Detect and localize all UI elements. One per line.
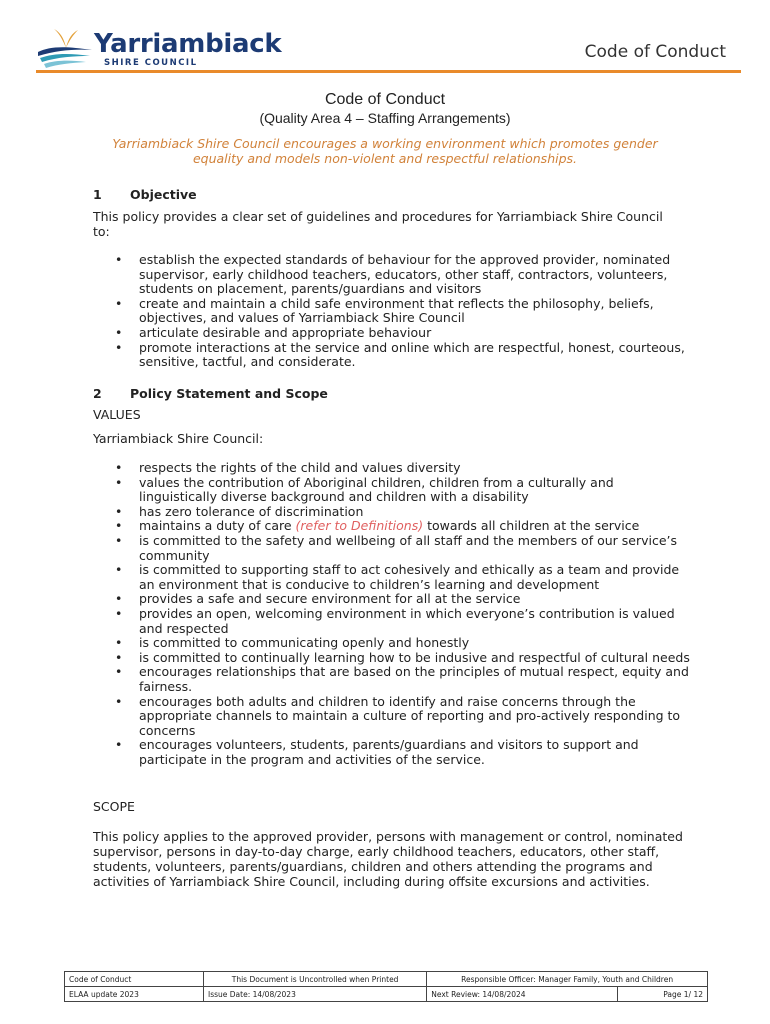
intro-statement: Yarriambiack Shire Council encourages a working environment which promotes gender equality and models non-violent and respectful relationships. <box>112 136 658 166</box>
list-item: • is committed to supporting staff to act cohesively and ethically as a team and provide an environment that is conducive to children’s learning and development <box>115 562 680 592</box>
list-item: • promote interactions at the service and online which are respectful, honest, courteous, sensitive, tactful, and considerate. <box>115 339 685 370</box>
header-title: Code of Conduct <box>584 42 726 62</box>
section-number: 2 <box>93 386 102 401</box>
objective-list <box>93 253 693 370</box>
values-list <box>93 461 693 767</box>
list-item: • respects the rights of the child and values diversity <box>115 460 461 475</box>
list-item: • establish the expected standards of behaviour for the approved provider, nominated supervisor, early childhood teachers, educators, other staff, contractors, volunteers, students on placement, parents/guardians and visitors <box>115 252 671 297</box>
footer-next-review: Next Review: 14/08/2024 <box>427 987 618 1002</box>
scope-heading: SCOPE <box>93 799 135 814</box>
logo-subtitle: SHIRE COUNCIL <box>104 58 198 68</box>
footer-uncontrolled-note: This Document is Uncontrolled when Printed <box>204 972 427 987</box>
definitions-reference: (refer to Definitions) <box>295 518 424 534</box>
list-item: • encourages relationships that are based on the principles of mutual respect, equity and fairness. <box>115 664 689 694</box>
header-divider <box>36 70 741 73</box>
list-item: • is committed to communicating openly and honestly <box>115 635 470 651</box>
values-heading: VALUES <box>93 407 141 422</box>
list-item: • is committed to the safety and wellbeing of all staff and the members of our service’s community <box>115 532 678 563</box>
list-item: • articulate desirable and appropriate behaviour <box>115 324 432 340</box>
list-item: • provides a safe and secure environment for all at the service <box>115 591 521 607</box>
footer-version: ELAA update 2023 <box>65 987 204 1002</box>
values-intro: Yarriambiack Shire Council: <box>93 431 264 446</box>
list-item: • values the contribution of Aboriginal children, children from a culturally and linguistically diverse background and children with a disability <box>115 474 614 505</box>
footer-issue-date: Issue Date: 14/08/2023 <box>204 987 427 1002</box>
list-item: • create and maintain a child safe environment that reflects the philosophy, beliefs, objectives, and values of Yarriambiack Shire Council <box>115 295 654 326</box>
list-item: • provides an open, welcoming environment in which everyone’s contribution is valued and respected <box>115 605 675 636</box>
document-title: Code of Conduct <box>324 91 446 108</box>
section-title: Policy Statement and Scope <box>130 386 328 401</box>
footer-responsible-officer: Responsible Officer: Manager Family, Youth and Children <box>427 972 708 987</box>
logo-emblem-icon <box>36 26 94 70</box>
section-1-intro: This policy provides a clear set of guidelines and procedures for Yarriambiack Shire Council to: <box>93 209 663 239</box>
council-logo <box>36 24 298 72</box>
list-item: • encourages volunteers, students, parents/guardians and visitors to support and participate in the program and activities of the service. <box>115 737 639 767</box>
list-item: • has zero tolerance of discrimination <box>115 503 364 519</box>
list-item: • maintains a duty of care (refer to Definitions) towards all children at the service <box>115 518 640 534</box>
document-subtitle: (Quality Area 4 – Staffing Arrangements) <box>259 110 511 126</box>
page-header <box>0 0 770 74</box>
section-title: Objective <box>130 187 197 202</box>
document-footer <box>64 971 708 1002</box>
list-item: • is committed to continually learning how to be indusive and respectful of cultural needs <box>115 649 690 665</box>
logo-wordmark: Yarriambiack <box>94 29 282 59</box>
footer-doc-name: Code of Conduct <box>65 972 204 987</box>
footer-page-number: Page 1/ 12 <box>617 987 707 1002</box>
section-number: 1 <box>93 187 102 202</box>
list-item: • encourages both adults and children to identify and raise concerns through the appropriate channels to maintain a culture of reporting and pro-actively responding to concerns <box>115 693 681 738</box>
scope-text: This policy applies to the approved provider, persons with management or control, nominated supervisor, persons in day-to-day charge, early childhood teachers, educators, other staff, students, volunteers, parents/guardians, children and others attending the programs and activities of Yarriambiack Shire Council, including during offsite excursions and activities. <box>93 829 683 889</box>
